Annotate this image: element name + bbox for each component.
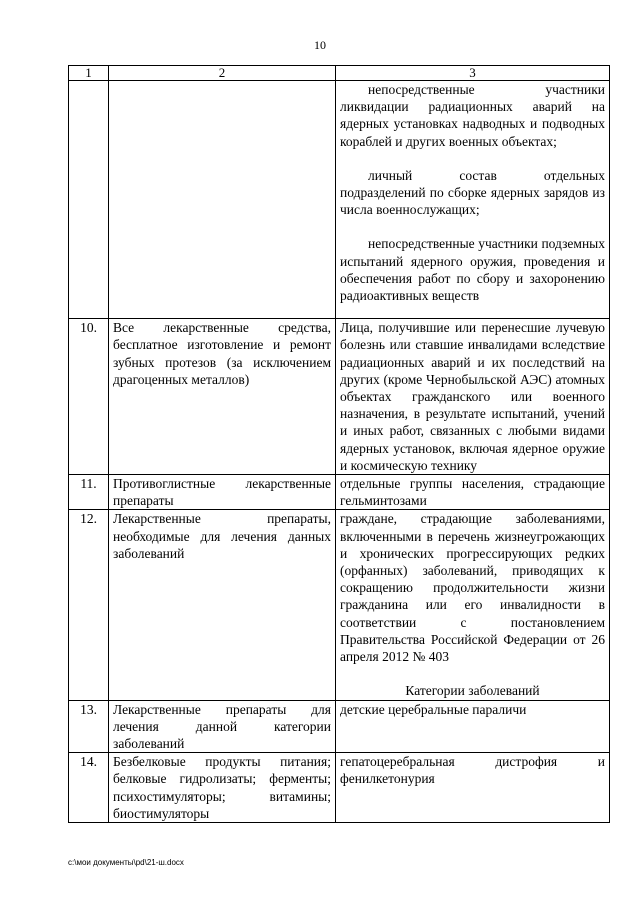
row-category: отдельные группы населения, страдающие гельминтозами <box>336 475 610 510</box>
table-header-row <box>69 66 610 81</box>
row-item: Безбелковые продукты питания; белковые гидролизаты; ферменты; психостимуляторы; витамины; биостимуляторы <box>109 753 336 823</box>
page-number: 10 <box>314 38 326 52</box>
continuation-paragraph-1: непосредственные участники ликвидации радиационных аварий на ядерных установках надводных и подводных кораблей и других военных объектах; <box>340 82 605 149</box>
row-item: Лекарственные препараты для лечения данной категории заболеваний <box>109 700 336 753</box>
row-category-cell <box>336 510 610 700</box>
row-item: Противоглистные лекарственные препараты <box>109 475 336 510</box>
row-category-cell <box>336 81 610 319</box>
row-category: гепатоцеребральная дистрофия и фенилкетонурия <box>336 753 610 823</box>
continuation-paragraph-3: непосредственные участники подземных испытаний ядерного оружия, проведения и обеспечения работ по сбору и захоронению радиоактивных веществ <box>340 236 605 304</box>
benefits-table <box>68 65 610 823</box>
table-row-continuation <box>69 81 610 319</box>
table-row <box>69 475 610 510</box>
header-col-1: 1 <box>69 66 109 81</box>
row-number-cell <box>69 81 109 319</box>
header-col-3: 3 <box>336 66 610 81</box>
row-item: Лекарственные препараты, необходимые для лечения данных заболеваний <box>109 510 336 700</box>
table-row <box>69 319 610 475</box>
row-number: 14. <box>69 753 109 823</box>
header-col-2: 2 <box>109 66 336 81</box>
row-number: 12. <box>69 510 109 700</box>
row-category: детские церебральные параличи <box>336 700 610 753</box>
row-category: граждане, страдающие заболеваниями, включенными в перечень жизнеугрожающих и хронических прогрессирующих редких (орфанных) заболеваний, приводящих к сокращению продолжительности жизни гражданина или его инвалидности в соответствии с постановлением Правительства Российской Федерации от 26 апреля 2012 № 403 <box>340 511 605 665</box>
row-subheading: Категории заболеваний <box>405 683 540 699</box>
row-number: 10. <box>69 319 109 475</box>
continuation-paragraph-2: личный состав отдельных подразделений по сборке ядерных зарядов из числа военнослужащих; <box>340 167 605 218</box>
row-item: Все лекарственные средства, бесплатное изготовление и ремонт зубных протезов (за исключением драгоценных металлов) <box>109 319 336 475</box>
table-row <box>69 700 610 753</box>
row-item-cell <box>109 81 336 319</box>
footer-file-path: c:\мои документы\pd\21-ш.docx <box>68 858 184 867</box>
table-row <box>69 753 610 823</box>
row-category: Лица, получившие или перенесшие лучевую болезнь или ставшие инвалидами вследствие радиационных аварий и их последствий на других (кроме Чернобыльской АЭС) атомных объектах гражданского или военного назначения, в результате испытаний, учений и иных работ, связанных с любыми видами ядерных установок, включая ядерное оружие и космическую технику <box>336 319 610 475</box>
row-number: 11. <box>69 475 109 510</box>
table-row <box>69 510 610 700</box>
row-number: 13. <box>69 700 109 753</box>
